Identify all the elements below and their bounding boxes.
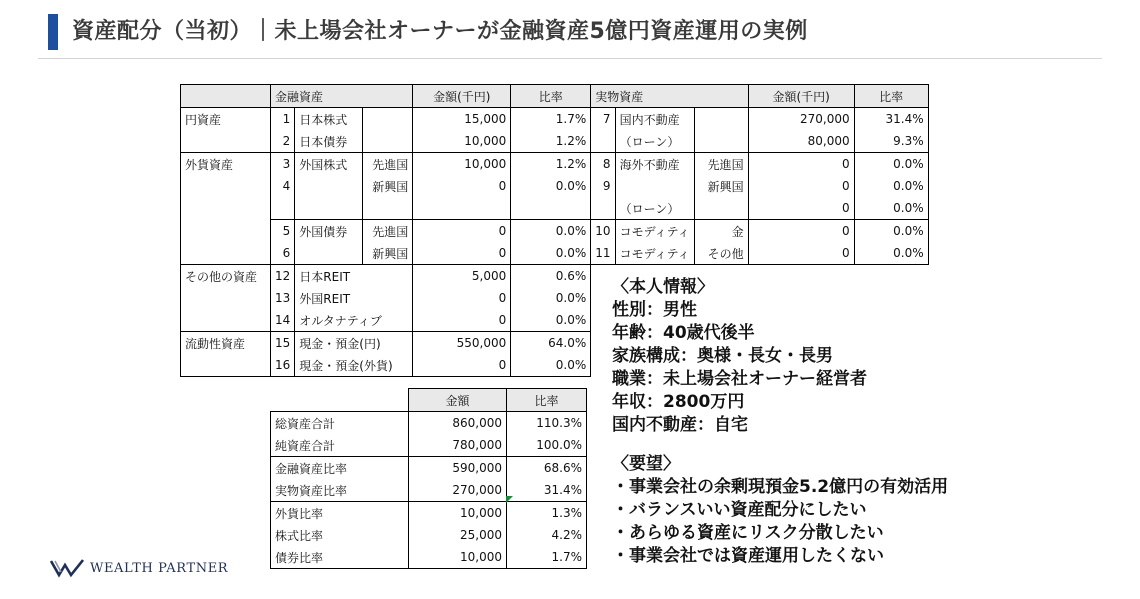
- item-region: 新興国: [694, 175, 748, 197]
- table-row: [271, 546, 587, 569]
- amount-cell: 590,000: [409, 457, 507, 480]
- ratio-cell: 0.0%: [511, 287, 591, 309]
- ratio-cell: 1.7%: [511, 108, 591, 131]
- category-label: [181, 220, 271, 243]
- company-logo: [50, 558, 228, 578]
- item-number: [271, 197, 295, 220]
- item-number: 3: [271, 153, 295, 176]
- summary-label: 株式比率: [271, 524, 409, 546]
- ratio-cell: 0.0%: [854, 197, 928, 220]
- item-region: その他: [694, 242, 748, 265]
- column-header: [271, 389, 409, 412]
- ratio-cell: 9.3%: [854, 130, 928, 153]
- item-number: 6: [271, 242, 295, 265]
- amount-cell: 5,000: [413, 265, 511, 288]
- profile-line: 年齢：40歳代後半: [612, 323, 755, 343]
- table-row: [181, 153, 929, 176]
- page-title: 資産配分（当初）｜未上場会社オーナーが金融資産5億円資産運用の実例: [72, 19, 808, 44]
- item-label: 外国REIT: [295, 287, 413, 309]
- ratio-cell: 100.0%: [507, 434, 587, 457]
- amount-cell: 780,000: [409, 434, 507, 457]
- amount-cell: 0: [413, 242, 511, 265]
- summary-table: [270, 388, 587, 569]
- profile-heading: 〈本人情報〉: [612, 277, 714, 297]
- ratio-cell: 31.4%: [507, 479, 587, 502]
- client-info-panel: [612, 276, 948, 568]
- item-number: 15: [271, 332, 295, 355]
- amount-cell: 0: [413, 309, 511, 332]
- category-label: その他の資産: [181, 265, 271, 288]
- amount-cell: 0: [413, 175, 511, 197]
- summary-label: 実物資産比率: [271, 479, 409, 502]
- table-row: [271, 412, 587, 435]
- amount-cell: 0: [413, 287, 511, 309]
- category-label: [181, 287, 271, 309]
- ratio-cell: 1.2%: [511, 153, 591, 176]
- item-region: [363, 108, 413, 131]
- requests-heading: 〈要望〉: [612, 454, 680, 474]
- amount-cell: 550,000: [413, 332, 511, 355]
- request-line: ・事業会社の余剰現預金5.2億円の有効活用: [612, 477, 949, 497]
- ratio-cell: 0.6%: [511, 265, 591, 288]
- request-line: ・事業会社では資産運用したくない: [612, 546, 884, 566]
- amount-cell: 0: [748, 220, 854, 243]
- amount-cell: 15,000: [413, 108, 511, 131]
- table-row: [181, 197, 929, 220]
- cell-comment-marker: [506, 496, 513, 503]
- column-header: 金融資産: [271, 85, 413, 108]
- item-label: 外国株式: [295, 153, 363, 176]
- item-number: 1: [271, 108, 295, 131]
- request-line: ・あらゆる資産にリスク分散したい: [612, 523, 884, 543]
- item-region: 新興国: [363, 242, 413, 265]
- ratio-cell: 64.0%: [511, 332, 591, 355]
- table-row: [271, 524, 587, 546]
- table-row: [181, 220, 929, 243]
- item-number: 13: [271, 287, 295, 309]
- item-region: [694, 197, 748, 220]
- table-row: [181, 242, 929, 265]
- table-row: [181, 108, 929, 131]
- amount-cell: 0: [748, 197, 854, 220]
- category-label: 流動性資産: [181, 332, 271, 355]
- title-divider: [38, 58, 1102, 59]
- item-number: 10: [591, 220, 615, 243]
- ratio-cell: 0.0%: [854, 242, 928, 265]
- ratio-cell: 0.0%: [511, 242, 591, 265]
- summary-label: 債券比率: [271, 546, 409, 569]
- table-header-row: [271, 389, 587, 412]
- ratio-cell: 0.0%: [854, 153, 928, 176]
- table-header-row: [181, 85, 929, 108]
- ratio-cell: 1.2%: [511, 130, 591, 153]
- item-label: 現金・預金(外貨): [295, 354, 413, 377]
- amount-cell: 0: [413, 354, 511, 377]
- amount-cell: 0: [748, 153, 854, 176]
- item-number: 5: [271, 220, 295, 243]
- item-number: 9: [591, 175, 615, 197]
- column-header: 金額(千円): [413, 85, 511, 108]
- amount-cell: 25,000: [409, 524, 507, 546]
- item-number: 14: [271, 309, 295, 332]
- ratio-cell: 4.2%: [507, 524, 587, 546]
- column-header: [181, 85, 271, 108]
- ratio-cell: 0.0%: [511, 309, 591, 332]
- category-label: [181, 175, 271, 197]
- category-label: 円資産: [181, 108, 271, 131]
- profile-line: 家族構成：奥様・長女・長男: [612, 346, 833, 366]
- amount-cell: 860,000: [409, 412, 507, 435]
- item-label: [295, 197, 363, 220]
- amount-cell: 0: [748, 175, 854, 197]
- column-header: 比率: [854, 85, 928, 108]
- category-label: 外貨資産: [181, 153, 271, 176]
- wealth-partner-logo-icon: [50, 558, 84, 578]
- item-region: 新興国: [363, 175, 413, 197]
- table-row: [181, 175, 929, 197]
- profile-line: 年収：2800万円: [612, 392, 745, 412]
- column-header: 比率: [511, 85, 591, 108]
- table-row: [271, 434, 587, 457]
- amount-cell: [413, 197, 511, 220]
- amount-cell: 10,000: [413, 130, 511, 153]
- amount-cell: 10,000: [413, 153, 511, 176]
- item-label: 外国債券: [295, 220, 363, 243]
- table-row: [271, 457, 587, 480]
- column-header: 比率: [507, 389, 587, 412]
- amount-cell: 10,000: [409, 502, 507, 525]
- table-row: [271, 502, 587, 525]
- ratio-cell: 31.4%: [854, 108, 928, 131]
- table-row: [181, 130, 929, 153]
- amount-cell: 10,000: [409, 546, 507, 569]
- amount-cell: 0: [413, 220, 511, 243]
- item-label: 日本債券: [295, 130, 363, 153]
- item-number: 11: [591, 242, 615, 265]
- column-header: 金額(千円): [748, 85, 854, 108]
- item-region: [363, 130, 413, 153]
- profile-line: 職業：未上場会社オーナー経営者: [612, 369, 867, 389]
- profile-line: 国内不動産：自宅: [612, 415, 748, 435]
- amount-cell: 0: [748, 242, 854, 265]
- category-label: [181, 309, 271, 332]
- profile-line: 性別：男性: [612, 300, 697, 320]
- summary-label: 金融資産比率: [271, 457, 409, 480]
- item-region: [363, 197, 413, 220]
- item-label: オルタナティブ: [295, 309, 413, 332]
- item-number: 2: [271, 130, 295, 153]
- category-label: [181, 242, 271, 265]
- ratio-cell: 110.3%: [507, 412, 587, 435]
- item-label: 国内不動産: [615, 108, 694, 131]
- item-label: （ローン）: [615, 130, 694, 153]
- ratio-cell: 0.0%: [511, 175, 591, 197]
- item-label: 海外不動産: [615, 153, 694, 176]
- item-region: [694, 108, 748, 131]
- summary-label: 純資産合計: [271, 434, 409, 457]
- item-number: 12: [271, 265, 295, 288]
- item-region: 先進国: [694, 153, 748, 176]
- item-label: コモディティ: [615, 242, 694, 265]
- table-row: [271, 479, 587, 502]
- item-label: 日本REIT: [295, 265, 413, 288]
- ratio-cell: 1.3%: [507, 502, 587, 525]
- ratio-cell: 1.7%: [507, 546, 587, 569]
- title-accent-bar: [48, 14, 58, 50]
- item-number: [591, 130, 615, 153]
- item-label: （ローン）: [615, 197, 694, 220]
- amount-cell: 270,000: [409, 479, 507, 502]
- item-label: [615, 175, 694, 197]
- ratio-cell: 0.0%: [511, 354, 591, 377]
- item-label: 日本株式: [295, 108, 363, 131]
- item-label: 現金・預金(円): [295, 332, 413, 355]
- ratio-cell: 68.6%: [507, 457, 587, 480]
- item-region: 先進国: [363, 220, 413, 243]
- item-region: [694, 130, 748, 153]
- ratio-cell: 0.0%: [854, 175, 928, 197]
- item-region: 金: [694, 220, 748, 243]
- category-label: [181, 130, 271, 153]
- logo-text: WEALTH PARTNER: [90, 560, 229, 576]
- summary-label: 総資産合計: [271, 412, 409, 435]
- category-label: [181, 197, 271, 220]
- ratio-cell: [511, 197, 591, 220]
- section-spacer: [612, 437, 948, 453]
- column-header: 実物資産: [591, 85, 748, 108]
- item-number: 16: [271, 354, 295, 377]
- summary-label: 外貨比率: [271, 502, 409, 525]
- column-header: 金額: [409, 389, 507, 412]
- item-number: 8: [591, 153, 615, 176]
- item-label: [295, 175, 363, 197]
- category-label: [181, 354, 271, 377]
- item-number: [591, 197, 615, 220]
- item-region: 先進国: [363, 153, 413, 176]
- request-line: ・バランスいい資産配分にしたい: [612, 500, 867, 520]
- item-number: 4: [271, 175, 295, 197]
- amount-cell: 270,000: [748, 108, 854, 131]
- item-label: コモディティ: [615, 220, 694, 243]
- item-number: 7: [591, 108, 615, 131]
- ratio-cell: 0.0%: [854, 220, 928, 243]
- amount-cell: 80,000: [748, 130, 854, 153]
- item-label: [295, 242, 363, 265]
- ratio-cell: 0.0%: [511, 220, 591, 243]
